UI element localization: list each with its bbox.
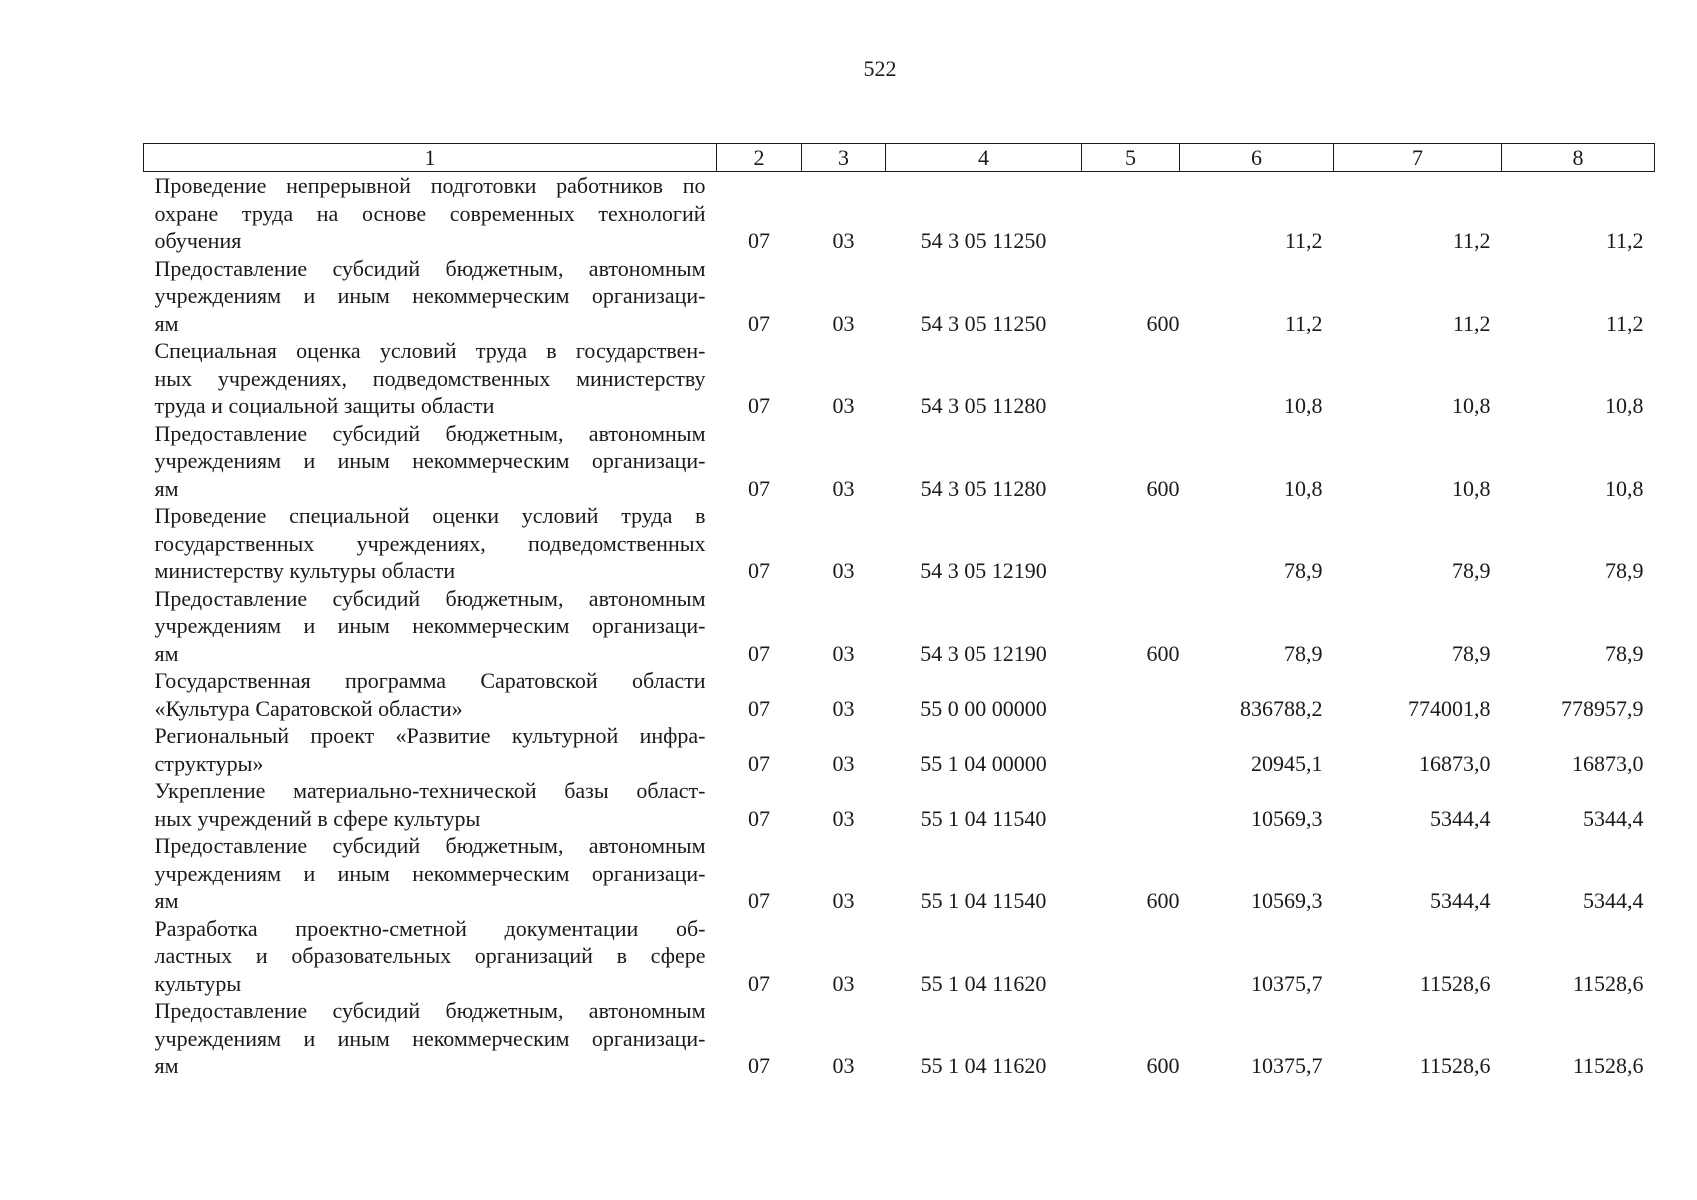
item-name-line: ям	[154, 888, 179, 913]
item-name-line: министерству культуры области	[154, 558, 456, 583]
table-row	[144, 172, 1655, 255]
target-article-code: 54 3 05 11250	[920, 228, 1047, 253]
amount-col-7: 78,9	[1452, 640, 1491, 666]
item-name-line: Предоставление субсидий бюджетным, автономным	[154, 998, 706, 1023]
target-article-code: 54 3 05 11280	[920, 475, 1047, 501]
section-code: 07	[748, 805, 770, 831]
item-name-line: Предоставление субсидий бюджетным, автономным	[154, 255, 706, 281]
target-article-code: 54 3 05 12190	[920, 558, 1047, 583]
item-name	[144, 502, 717, 585]
table-row	[144, 420, 1655, 503]
expense-type-code	[1082, 777, 1180, 832]
section-code: 07	[748, 640, 770, 666]
column-header-5: 5	[1082, 144, 1180, 172]
page-number: 522	[863, 56, 897, 81]
target-article-code: 54 3 05 12190	[920, 640, 1047, 666]
table-row	[144, 832, 1655, 915]
amount-col-6: 78,9	[1284, 558, 1323, 583]
item-name	[144, 777, 717, 832]
column-header-4: 4	[886, 144, 1082, 172]
item-name-line: ных учреждениях, подведомственных министерству	[154, 365, 706, 391]
item-name	[144, 420, 717, 503]
item-name-line: труда и социальной защиты области	[154, 393, 495, 418]
amount-col-8: 5344,4	[1583, 805, 1644, 831]
item-name-line: ластных и образовательных организаций в сфере	[154, 943, 706, 968]
table-row	[144, 337, 1655, 420]
subsection-code: 03	[832, 558, 855, 583]
subsection-code: 03	[832, 640, 855, 666]
item-name-line: учреждениям и иным некоммерческим организаци-	[154, 613, 706, 638]
section-code: 07	[748, 970, 770, 996]
item-name-line: обучения	[154, 228, 242, 253]
item-name	[144, 832, 717, 915]
section-code: 07	[748, 475, 770, 501]
amount-col-7: 774001,8	[1408, 695, 1491, 721]
item-name-line: Предоставление субсидий бюджетным, автономным	[154, 585, 706, 611]
amount-col-6: 10569,3	[1251, 805, 1323, 831]
amount-col-8: 11528,6	[1572, 1053, 1644, 1078]
table-header	[144, 144, 1655, 172]
amount-col-7: 5344,4	[1430, 888, 1491, 913]
expense-type-code: 600	[1146, 1053, 1180, 1078]
item-name-line: структуры»	[154, 750, 264, 776]
item-name-line: Региональный проект «Развитие культурной инфра-	[154, 723, 706, 748]
item-name-line: ям	[154, 1053, 179, 1078]
item-name-line: учреждениям и иным некоммерческим организаци-	[154, 1025, 706, 1051]
target-article-code: 55 1 04 11620	[920, 970, 1047, 996]
item-name-line: учреждениям и иным некоммерческим организаци-	[154, 283, 706, 308]
table-row	[144, 722, 1655, 777]
amount-col-6: 10,8	[1284, 475, 1323, 501]
item-name-line: ных учреждений в сфере культуры	[154, 805, 481, 831]
subsection-code: 03	[832, 695, 855, 721]
table-body	[144, 172, 1655, 1080]
amount-col-7: 11,2	[1452, 310, 1491, 336]
item-name-line: учреждениям и иным некоммерческим организаци-	[154, 860, 706, 886]
item-name-line: Разработка проектно-сметной документации об-	[154, 915, 706, 941]
header-row	[144, 144, 1655, 172]
amount-col-6: 10,8	[1284, 393, 1323, 418]
amount-col-7: 11528,6	[1419, 1053, 1491, 1078]
item-name-line: учреждениям и иным некоммерческим организаци-	[154, 448, 706, 473]
item-name-line: Государственная программа Саратовской области	[154, 668, 706, 693]
amount-col-6: 10375,7	[1251, 970, 1323, 996]
item-name-line: ям	[154, 475, 179, 501]
amount-col-6: 20945,1	[1251, 750, 1323, 776]
section-code: 07	[748, 228, 770, 253]
item-name	[144, 585, 717, 668]
amount-col-7: 11528,6	[1419, 970, 1491, 996]
item-name-line: культуры	[154, 970, 242, 996]
column-header-8: 8	[1502, 144, 1655, 172]
section-code: 07	[748, 558, 770, 583]
amount-col-8: 10,8	[1605, 393, 1644, 418]
item-name	[144, 722, 717, 777]
item-name-line: Проведение непрерывной подготовки работников по	[154, 173, 706, 198]
item-name	[144, 915, 717, 998]
amount-col-8: 11528,6	[1572, 970, 1644, 996]
table-row	[144, 255, 1655, 338]
item-name-line: ям	[154, 310, 179, 336]
subsection-code: 03	[832, 750, 855, 776]
column-header-2: 2	[717, 144, 802, 172]
item-name	[144, 172, 717, 255]
column-header-3: 3	[802, 144, 886, 172]
column-header-1: 1	[144, 144, 717, 172]
item-name-line: Проведение специальной оценки условий труда в	[154, 503, 706, 528]
target-article-code: 55 0 00 00000	[920, 695, 1047, 721]
expense-type-code	[1082, 667, 1180, 722]
amount-col-8: 778957,9	[1561, 695, 1644, 721]
amount-col-7: 5344,4	[1430, 805, 1491, 831]
table-row	[144, 585, 1655, 668]
item-name-line: ям	[154, 640, 179, 666]
amount-col-7: 10,8	[1452, 475, 1491, 501]
expense-type-code	[1082, 172, 1180, 255]
item-name-line: Предоставление субсидий бюджетным, автономным	[154, 420, 706, 446]
expense-type-code: 600	[1146, 310, 1180, 336]
target-article-code: 55 1 04 11540	[920, 805, 1047, 831]
item-name	[144, 997, 717, 1080]
subsection-code: 03	[832, 1053, 855, 1078]
subsection-code: 03	[832, 228, 855, 253]
amount-col-6: 11,2	[1284, 228, 1323, 253]
table-row	[144, 667, 1655, 722]
section-code: 07	[748, 695, 770, 721]
amount-col-6: 78,9	[1284, 640, 1323, 666]
amount-col-6: 11,2	[1284, 310, 1323, 336]
subsection-code: 03	[832, 805, 855, 831]
target-article-code: 55 1 04 00000	[920, 750, 1047, 776]
item-name-line: Укрепление материально-технической базы област-	[154, 778, 706, 803]
subsection-code: 03	[832, 888, 855, 913]
amount-col-6: 836788,2	[1240, 695, 1323, 721]
target-article-code: 54 3 05 11250	[920, 310, 1047, 336]
amount-col-6: 10569,3	[1251, 888, 1323, 913]
amount-col-6: 10375,7	[1251, 1053, 1323, 1078]
expense-type-code	[1082, 915, 1180, 998]
amount-col-8: 78,9	[1605, 640, 1644, 666]
amount-col-7: 11,2	[1452, 228, 1491, 253]
expense-type-code	[1082, 502, 1180, 585]
amount-col-7: 10,8	[1452, 393, 1491, 418]
section-code: 07	[748, 888, 770, 913]
target-article-code: 55 1 04 11540	[920, 888, 1047, 913]
expense-type-code: 600	[1146, 475, 1180, 501]
column-header-6: 6	[1180, 144, 1334, 172]
amount-col-8: 5344,4	[1583, 888, 1644, 913]
item-name	[144, 337, 717, 420]
section-code: 07	[748, 750, 770, 776]
item-name-line: Предоставление субсидий бюджетным, автономным	[154, 833, 706, 858]
section-code: 07	[748, 310, 770, 336]
table-row	[144, 915, 1655, 998]
target-article-code: 54 3 05 11280	[920, 393, 1047, 418]
subsection-code: 03	[832, 475, 855, 501]
budget-table	[143, 143, 1655, 1080]
target-article-code: 55 1 04 11620	[920, 1053, 1047, 1078]
amount-col-8: 16873,0	[1572, 750, 1644, 776]
item-name-line: государственных учреждениях, подведомственных	[154, 530, 706, 556]
table-row	[144, 997, 1655, 1080]
table-row	[144, 777, 1655, 832]
expense-type-code	[1082, 337, 1180, 420]
subsection-code: 03	[832, 393, 855, 418]
item-name-line: «Культура Саратовской области»	[154, 695, 463, 721]
amount-col-7: 16873,0	[1419, 750, 1491, 776]
subsection-code: 03	[832, 310, 855, 336]
item-name	[144, 255, 717, 338]
section-code: 07	[748, 1053, 770, 1078]
item-name-line: охране труда на основе современных технологий	[154, 200, 706, 226]
item-name-line: Специальная оценка условий труда в государствен-	[154, 338, 706, 363]
table-row	[144, 502, 1655, 585]
subsection-code: 03	[832, 970, 855, 996]
expense-type-code: 600	[1146, 888, 1180, 913]
column-header-7: 7	[1334, 144, 1502, 172]
amount-col-8: 78,9	[1605, 558, 1644, 583]
expense-type-code: 600	[1146, 640, 1180, 666]
amount-col-8: 11,2	[1605, 310, 1644, 336]
item-name	[144, 667, 717, 722]
amount-col-8: 11,2	[1605, 228, 1644, 253]
amount-col-7: 78,9	[1452, 558, 1491, 583]
expense-type-code	[1082, 722, 1180, 777]
amount-col-8: 10,8	[1605, 475, 1644, 501]
section-code: 07	[748, 393, 770, 418]
